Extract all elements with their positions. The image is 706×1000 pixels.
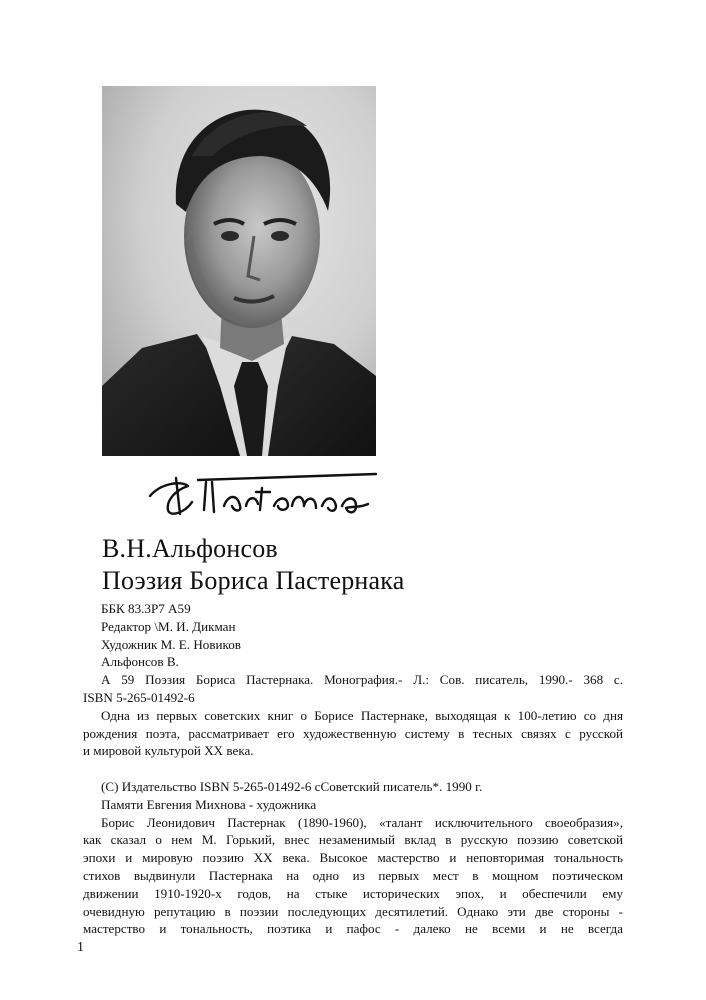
- intro-paragraph-line: движении 1910-1920-х годов, на стыке исторических эпох, и обеспечили ему: [83, 885, 623, 901]
- dedication: Памяти Евгения Михнова - художника: [101, 796, 317, 812]
- intro-paragraph-line: как сказал о нем М. Горький, внес незаменимый вклад в русскую поэзию советской: [83, 832, 623, 848]
- author-signature: [146, 466, 382, 526]
- intro-paragraph-line: стихов выдвинули Пастернака на одно из первых мест в мощном поэтическом: [83, 867, 623, 883]
- editor-credit: Редактор \М. И. Дикман: [101, 618, 236, 634]
- book-title: Поэзия Бориса Пастернака: [102, 566, 405, 595]
- annotation-line: рождения поэта, рассматривает его художественную систему в тесных связях с русской: [83, 725, 623, 741]
- isbn-line: ISBN 5-265-01492-6: [83, 689, 195, 705]
- document-body: [83, 600, 623, 938]
- copyright-notice: (С) Издательство ISBN 5-265-01492-6 сСоветский писатель*. 1990 г.: [101, 778, 483, 794]
- annotation-line: и мировой культурой XX века.: [83, 743, 254, 759]
- intro-paragraph-line: очевидную репутацию в поэзии последующих десятилетий. Однако эти две стороны -: [83, 903, 623, 919]
- intro-paragraph-line: эпохи и мировую поэзию XX века. Высокое мастерство и неповторимая тональность: [83, 850, 623, 866]
- author-heading: Альфонсов В.: [101, 654, 179, 670]
- annotation-line: Одна из первых советских книг о Борисе Пастернаке, выходящая к 100-летию со дня: [101, 707, 623, 723]
- intro-paragraph-line: Борис Леонидович Пастернак (1890-1960), «талант исключительного своеобразия»,: [101, 814, 623, 830]
- catalog-entry: А 59 Поэзия Бориса Пастернака. Монография.- Л.: Сов. писатель, 1990.- 368 с.: [101, 672, 623, 688]
- author-name: В.Н.Альфонсов: [102, 534, 278, 563]
- bbk-code: ББК 83.3Р7 А59: [101, 601, 191, 616]
- author-portrait-photo: [102, 86, 376, 456]
- artist-credit: Художник М. Е. Новиков: [101, 636, 241, 652]
- page-number: 1: [77, 940, 84, 955]
- intro-paragraph-line: мастерство и тональность, поэтика и пафос - далеко не всеми и не всегда: [83, 921, 623, 937]
- paragraph-gap: [83, 760, 623, 778]
